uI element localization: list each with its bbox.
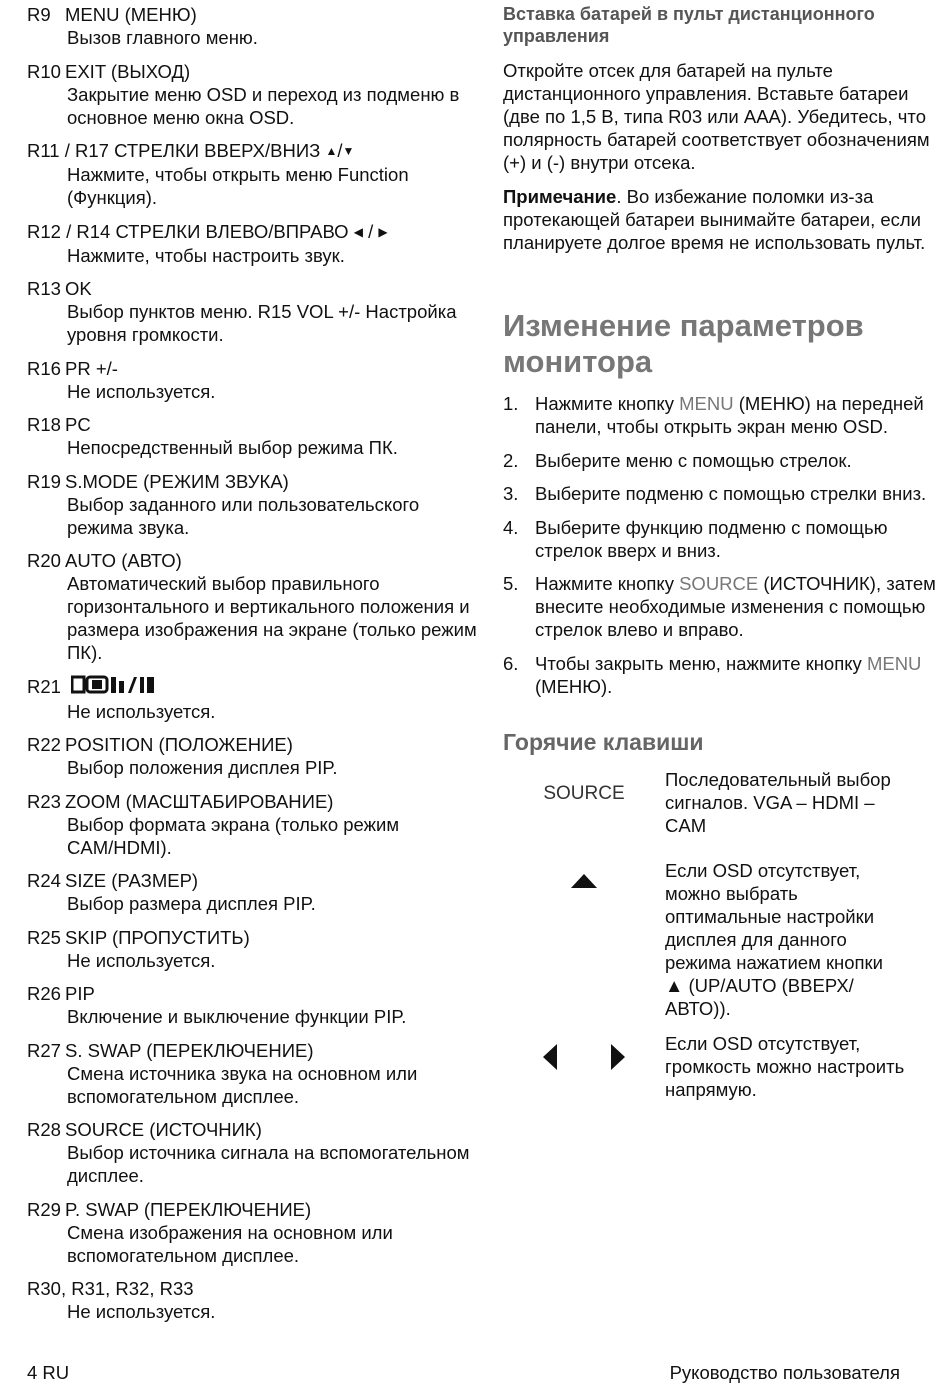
- step-number: 1.: [503, 393, 519, 414]
- entry-code: R23: [27, 790, 61, 812]
- entry-desc: Выбор заданного или пользовательского режима звука.: [67, 493, 420, 538]
- up-key-desc: Если OSD отсутствует, можно выбрать оптимальные настройки дисплея для данного режима нажатием кнопки ▲ (UP/AUTO (ВВЕРХ/АВТО)).: [665, 859, 883, 1019]
- entry-r26: [27, 982, 477, 1028]
- source-key-label: SOURCE: [543, 782, 625, 804]
- entry-desc: Выбор источника сигнала на вспомогательном дисплее.: [67, 1142, 470, 1186]
- entry-title: AUTO (АВТО): [65, 550, 182, 571]
- note-label: Примечание: [503, 186, 617, 207]
- entry-r18: [27, 413, 477, 459]
- entry-title: PC: [65, 414, 91, 435]
- step-item: [503, 392, 945, 438]
- entry-code: R30, R31, R32, R33: [27, 1278, 194, 1299]
- entry-code: R16: [27, 357, 61, 379]
- entry-desc: Закрытие меню OSD и переход из подменю в основное меню окна OSD.: [67, 83, 460, 128]
- entry-desc: Не используется.: [67, 380, 216, 402]
- entry-r20: [27, 549, 477, 664]
- left-triangle-icon: [543, 1044, 557, 1070]
- entry-code: R26: [27, 983, 61, 1004]
- entry-desc: Непосредственный выбор режима ПК.: [67, 437, 398, 458]
- entry-r16: [27, 357, 477, 403]
- up-key: [503, 859, 665, 889]
- entry-code: R28: [27, 1119, 61, 1140]
- entry-title: OK: [65, 278, 92, 299]
- step-item: [503, 652, 945, 698]
- entry-code: R25: [27, 926, 61, 948]
- step-item: [503, 516, 945, 562]
- entry-code: R19: [27, 470, 61, 492]
- step-text-post: (МЕНЮ) на передней панели, чтобы открыть экран меню OSD.: [535, 393, 924, 437]
- entry-title: PIP: [65, 983, 95, 1004]
- entry-desc: Выбор формата экрана (только режим CAM/HDMI).: [67, 813, 400, 858]
- entry-code: R18: [27, 414, 61, 435]
- hotkey-leftright-row: [503, 1032, 945, 1101]
- arrow-separator: /: [368, 220, 374, 242]
- battery-note: [503, 185, 945, 254]
- entry-code: R10: [27, 60, 61, 82]
- leftright-keys: [503, 1032, 665, 1072]
- entry-title: PR +/-: [65, 357, 118, 379]
- step-text: Выберите подменю с помощью стрелки вниз.: [535, 483, 927, 504]
- entry-code: R13: [27, 278, 61, 299]
- entry-code: R29: [27, 1198, 61, 1220]
- entry-code: R12 / R14: [27, 220, 111, 242]
- arrow-right-icon: ▶: [378, 224, 388, 239]
- entry-title: EXIT (ВЫХОД): [65, 60, 191, 82]
- entry-code: R20: [27, 550, 61, 571]
- entry-title: P. SWAP (ПЕРЕКЛЮЧЕНИЕ): [65, 1198, 312, 1220]
- entry-r25: [27, 926, 477, 972]
- arrow-left-icon: ◀: [353, 224, 363, 239]
- entry-desc: Вызов главного меню.: [67, 27, 258, 48]
- entry-title: POSITION (ПОЛОЖЕНИЕ): [65, 734, 293, 755]
- entry-r29: [27, 1198, 477, 1267]
- step-text-post: (МЕНЮ).: [535, 675, 613, 697]
- entry-desc: Выбор положения дисплея PIP.: [67, 757, 338, 778]
- entry-desc: Смена источника звука на основном или вспомогательном дисплее.: [67, 1062, 418, 1107]
- arrow-down-icon: ▼: [342, 144, 355, 158]
- step-text-post: (ИСТОЧНИК), затем внесите необходимые изменения с помощью стрелок влево и вправо.: [535, 573, 936, 640]
- step-number: 4.: [503, 516, 519, 538]
- entry-desc: Смена изображения на основном или вспомогательном дисплее.: [67, 1221, 393, 1266]
- entry-desc: Не используется.: [67, 1301, 216, 1322]
- entry-desc: Выбор пунктов меню. R15 VOL +/- Настройка уровня громкости.: [67, 301, 457, 345]
- source-key: [503, 768, 665, 805]
- entry-desc: Включение и выключение функции PIP.: [67, 1006, 407, 1027]
- step-item: [503, 572, 945, 641]
- entry-code: R22: [27, 734, 61, 755]
- change-params-heading: Изменение параметров монитора: [503, 308, 864, 379]
- entry-r10: [27, 60, 477, 129]
- arrow-separator: /: [337, 140, 343, 161]
- right-triangle-icon: [611, 1044, 625, 1070]
- battery-text: Откройте отсек для батарей на пульте дистанционного управления. Вставьте батареи (две по 1,5 В, типа R03 или AAA). Убедитесь, что полярность батарей соответствует обозначениям (+) и (-) внутри отсека.: [503, 60, 930, 173]
- mts-audio-icon: [71, 675, 157, 700]
- entry-title: MENU (МЕНЮ): [65, 4, 197, 25]
- hotkey-source-row: [503, 768, 945, 837]
- step-text: Выберите меню с помощью стрелок.: [535, 449, 852, 471]
- step-number: 3.: [503, 483, 519, 504]
- note-text: . Во избежание поломки из-за протекающей батареи вынимайте батареи, если планируете долгое время не использовать пульт.: [503, 186, 926, 253]
- page-number: 4 RU: [27, 1362, 70, 1383]
- entry-title: S. SWAP (ПЕРЕКЛЮЧЕНИЕ): [65, 1039, 314, 1061]
- step-text: Нажмите кнопку: [535, 573, 680, 594]
- steps-list: [503, 392, 945, 698]
- remote-buttons-list: [27, 3, 477, 1334]
- step-text: Выберите функцию подменю с помощью стрелок вверх и вниз.: [535, 516, 888, 561]
- entry-r19: [27, 470, 477, 539]
- entry-r22: [27, 733, 477, 779]
- hotkeys-heading: Горячие клавиши: [503, 728, 704, 755]
- entry-r30-r33: [27, 1277, 477, 1323]
- entry-title: СТРЕЛКИ ВВЕРХ/ВНИЗ: [114, 140, 321, 161]
- entry-code: R27: [27, 1039, 61, 1061]
- right-column: [503, 3, 945, 1113]
- entry-desc: Нажмите, чтобы настроить звук.: [67, 244, 345, 266]
- entry-r23: [27, 790, 477, 859]
- entry-code: R21: [27, 675, 61, 697]
- step-keyword: MENU: [866, 652, 922, 674]
- entry-title: SIZE (РАЗМЕР): [65, 870, 199, 891]
- entry-title: СТРЕЛКИ ВЛЕВО/ВПРАВО: [115, 220, 349, 242]
- entry-title: SOURCE (ИСТОЧНИК): [65, 1119, 262, 1140]
- hotkey-up-row: [503, 859, 945, 1020]
- entry-title: ZOOM (МАСШТАБИРОВАНИЕ): [65, 790, 334, 812]
- arrow-up-icon: ▲: [325, 144, 338, 158]
- entry-desc: Выбор размера дисплея PIP.: [67, 893, 316, 914]
- entry-code: R9: [27, 4, 51, 25]
- footer-title: Руководство пользователя: [669, 1362, 900, 1383]
- entry-desc: Не используется.: [67, 700, 216, 722]
- step-keyword: SOURCE: [679, 573, 759, 594]
- step-number: 5.: [503, 573, 519, 594]
- entry-r9: [27, 3, 477, 49]
- entry-r11-r17: [27, 139, 477, 209]
- battery-heading: Вставка батарей в пульт дистанционного управления: [503, 4, 875, 46]
- step-number: 6.: [503, 652, 519, 674]
- step-keyword: MENU: [679, 393, 734, 414]
- entry-r24: [27, 869, 477, 915]
- entry-code: R11 / R17: [27, 140, 109, 161]
- step-text: Чтобы закрыть меню, нажмите кнопку: [535, 652, 867, 674]
- step-text: Нажмите кнопку: [535, 393, 680, 414]
- entry-r27: [27, 1039, 477, 1108]
- entry-r13: [27, 277, 477, 346]
- step-number: 2.: [503, 449, 519, 471]
- source-key-desc: Последовательный выбор сигналов. VGA – HDMI – CAM: [665, 768, 891, 836]
- up-triangle-icon: [569, 873, 599, 889]
- step-item: [503, 482, 945, 505]
- entry-title: SKIP (ПРОПУСТИТЬ): [65, 926, 250, 948]
- entry-desc: Нажмите, чтобы открыть меню Function (Функция).: [67, 164, 409, 208]
- step-item: [503, 449, 945, 472]
- entry-r28: [27, 1118, 477, 1187]
- leftright-keys-desc: Если OSD отсутствует, громкость можно настроить напрямую.: [665, 1032, 905, 1100]
- entry-code: R24: [27, 870, 61, 891]
- entry-desc: Не используется.: [67, 949, 216, 971]
- entry-desc: Автоматический выбор правильного горизонтального и вертикального положения и размера изображения на экране (только режим ПК).: [67, 573, 477, 663]
- entry-r12-r14: [27, 220, 477, 267]
- entry-r21: [27, 675, 477, 723]
- entry-title: S.MODE (РЕЖИМ ЗВУКА): [65, 470, 289, 492]
